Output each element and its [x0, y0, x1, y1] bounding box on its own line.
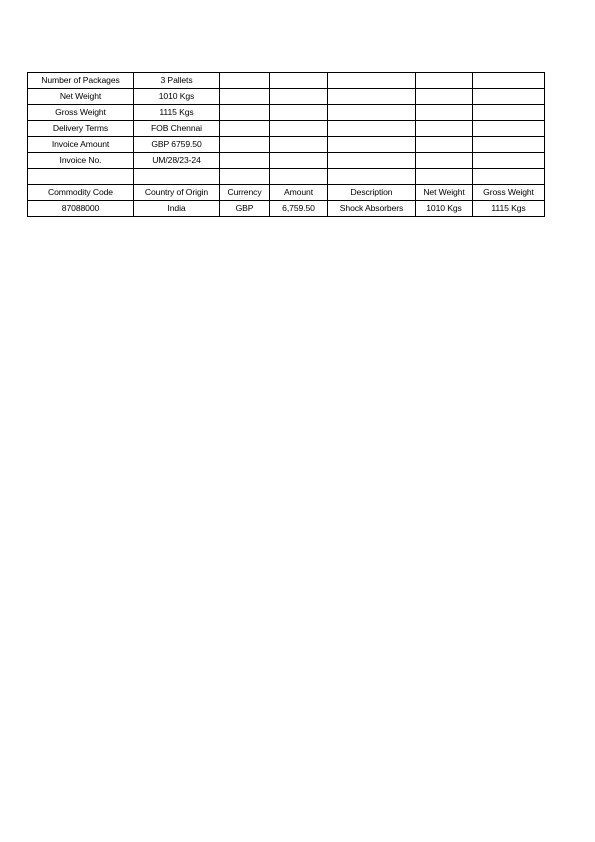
header-gross-weight: Gross Weight: [473, 185, 545, 201]
blank-cell: [416, 169, 473, 185]
blank-cell: [473, 153, 545, 169]
currency-value: GBP: [220, 201, 270, 217]
blank-cell: [270, 73, 328, 89]
description-value: Shock Absorbers: [328, 201, 416, 217]
header-currency: Currency: [220, 185, 270, 201]
summary-label: Number of Packages: [28, 73, 134, 89]
summary-row: [28, 121, 545, 137]
header-amount: Amount: [270, 185, 328, 201]
blank-cell: [473, 137, 545, 153]
blank-cell: [270, 153, 328, 169]
shipment-details-table: [27, 72, 545, 217]
summary-label: Delivery Terms: [28, 121, 134, 137]
blank-cell: [328, 121, 416, 137]
blank-cell: [270, 121, 328, 137]
blank-cell: [473, 121, 545, 137]
blank-cell: [220, 121, 270, 137]
summary-section: [28, 73, 545, 169]
blank-cell: [220, 89, 270, 105]
summary-value: UM/28/23-24: [134, 153, 220, 169]
blank-cell: [134, 169, 220, 185]
amount-value: 6,759.50: [270, 201, 328, 217]
blank-cell: [416, 105, 473, 121]
blank-cell: [328, 105, 416, 121]
blank-cell: [416, 153, 473, 169]
blank-cell: [416, 73, 473, 89]
blank-cell: [28, 169, 134, 185]
blank-cell: [328, 153, 416, 169]
blank-cell: [220, 153, 270, 169]
summary-label: Gross Weight: [28, 105, 134, 121]
summary-value: FOB Chennai: [134, 121, 220, 137]
gross-weight-value: 1115 Kgs: [473, 201, 545, 217]
blank-cell: [270, 169, 328, 185]
commodity-code-value: 87088000: [28, 201, 134, 217]
blank-cell: [328, 137, 416, 153]
blank-cell: [220, 105, 270, 121]
blank-cell: [416, 89, 473, 105]
blank-cell: [220, 169, 270, 185]
summary-row: [28, 137, 545, 153]
summary-label: Invoice No.: [28, 153, 134, 169]
summary-row: [28, 153, 545, 169]
header-net-weight: Net Weight: [416, 185, 473, 201]
blank-cell: [270, 105, 328, 121]
blank-cell: [328, 169, 416, 185]
blank-cell: [220, 137, 270, 153]
blank-cell: [270, 89, 328, 105]
blank-cell: [270, 137, 328, 153]
header-commodity-code: Commodity Code: [28, 185, 134, 201]
blank-cell: [328, 73, 416, 89]
blank-cell: [416, 121, 473, 137]
header-country-of-origin: Country of Origin: [134, 185, 220, 201]
blank-cell: [328, 89, 416, 105]
summary-label: Invoice Amount: [28, 137, 134, 153]
summary-value: 1010 Kgs: [134, 89, 220, 105]
summary-value: 3 Pallets: [134, 73, 220, 89]
summary-row: [28, 105, 545, 121]
summary-row: [28, 89, 545, 105]
blank-cell: [473, 105, 545, 121]
blank-cell: [220, 73, 270, 89]
blank-row: [28, 169, 545, 185]
items-section: [28, 169, 545, 217]
summary-row: [28, 73, 545, 89]
header-row: [28, 185, 545, 201]
blank-cell: [473, 169, 545, 185]
invoice-sheet: [27, 72, 545, 217]
blank-cell: [416, 137, 473, 153]
header-description: Description: [328, 185, 416, 201]
net-weight-value: 1010 Kgs: [416, 201, 473, 217]
blank-cell: [473, 73, 545, 89]
country-of-origin-value: India: [134, 201, 220, 217]
table-row: [28, 201, 545, 217]
blank-cell: [473, 89, 545, 105]
summary-label: Net Weight: [28, 89, 134, 105]
summary-value: GBP 6759.50: [134, 137, 220, 153]
summary-value: 1115 Kgs: [134, 105, 220, 121]
